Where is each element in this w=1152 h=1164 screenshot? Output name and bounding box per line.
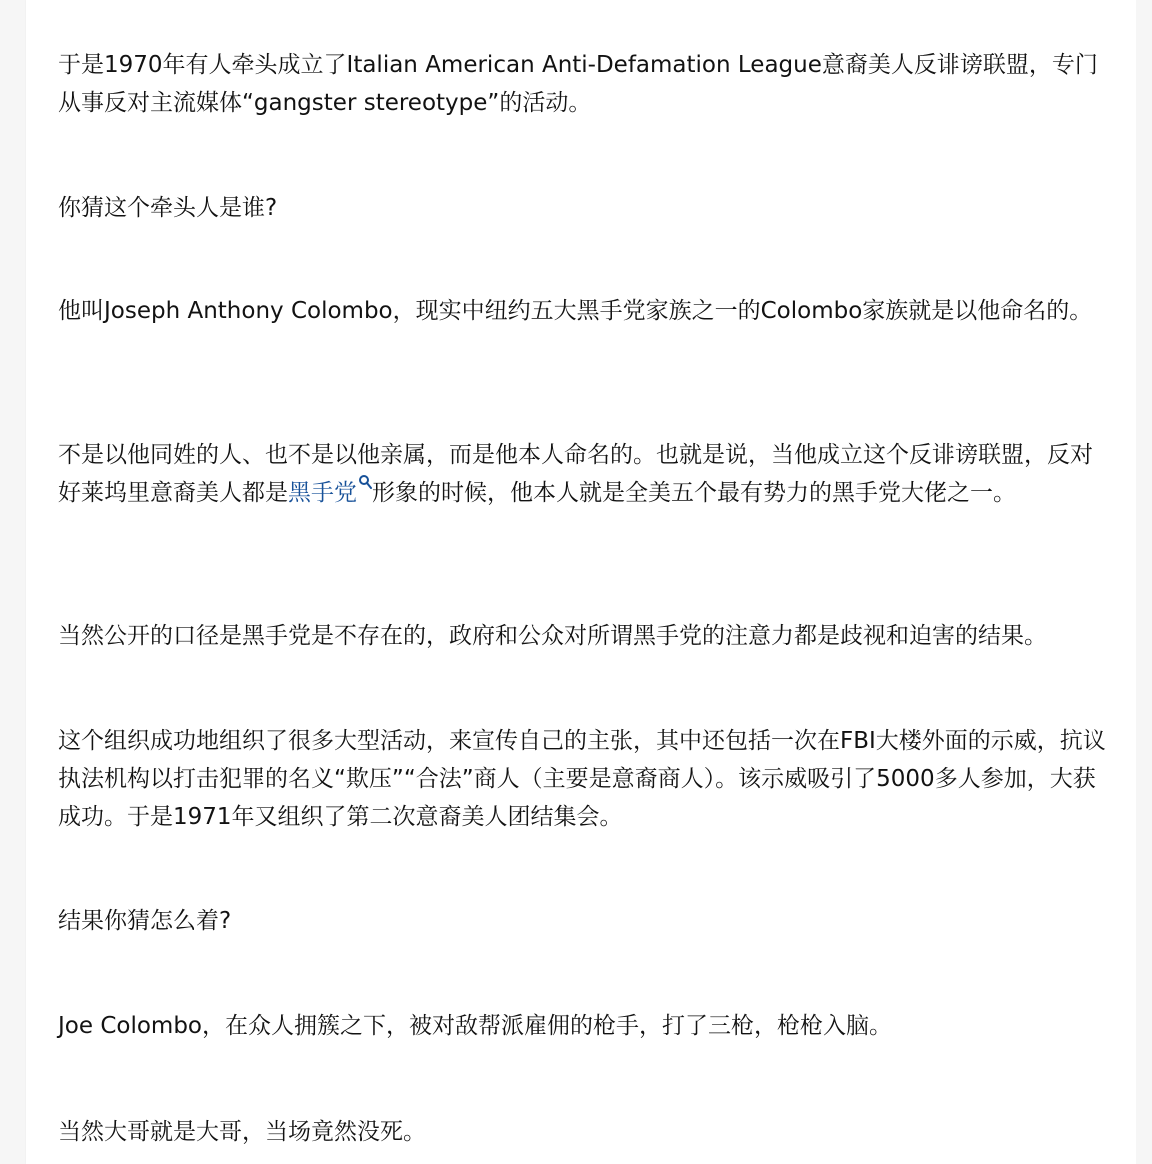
paragraph: 当然公开的口径是黑手党是不存在的，政府和公众对所谓黑手党的注意力都是歧视和迫害的结果。 — [58, 623, 1047, 649]
paragraph: Joe Colombo，在众人拥簇之下，被对敌帮派雇佣的枪手，打了三枪，枪枪入脑。 — [58, 1013, 892, 1039]
paragraph: 你猜这个牵头人是谁? — [58, 195, 278, 221]
paragraph: 这个组织成功地组织了很多大型活动，来宣传自己的主张，其中还包括一次在FBI大楼外面的示威，抗议执法机构以打击犯罪的名义“欺压”“合法”商人（主要是意裔商人）。该示威吸引了5000多人参加，大获成功。于是1971年又组织了第二次意裔美人团结集会。 — [58, 728, 1106, 830]
search-icon[interactable] — [358, 474, 372, 490]
paragraph-with-link — [58, 436, 1110, 512]
paragraph: 于是1970年有人牵头成立了Italian American Anti-Defamation League意裔美人反诽谤联盟，专门从事反对主流媒体“gangster stereotype”的活动。 — [58, 52, 1098, 116]
link-text[interactable]: 黑手党 — [288, 480, 357, 506]
page-gutter — [1136, 0, 1152, 1164]
article-page — [26, 0, 1136, 1164]
paragraph: 结果你猜怎么着? — [58, 908, 232, 934]
mafia-search-link[interactable] — [288, 480, 372, 506]
paragraph-text: 不是以他同姓的人、也不是以他亲属，而是他本人命名的。也就是说，当他成立这个反诽谤联盟，反对好莱坞里意裔美人都是 — [58, 442, 1093, 506]
paragraph: 他叫Joseph Anthony Colombo，现实中纽约五大黑手党家族之一的Colombo家族就是以他命名的。 — [58, 298, 1093, 324]
paragraph-text: 形象的时候，他本人就是全美五个最有势力的黑手党大佬之一。 — [372, 480, 1016, 506]
paragraph: 当然大哥就是大哥，当场竟然没死。 — [58, 1119, 426, 1145]
